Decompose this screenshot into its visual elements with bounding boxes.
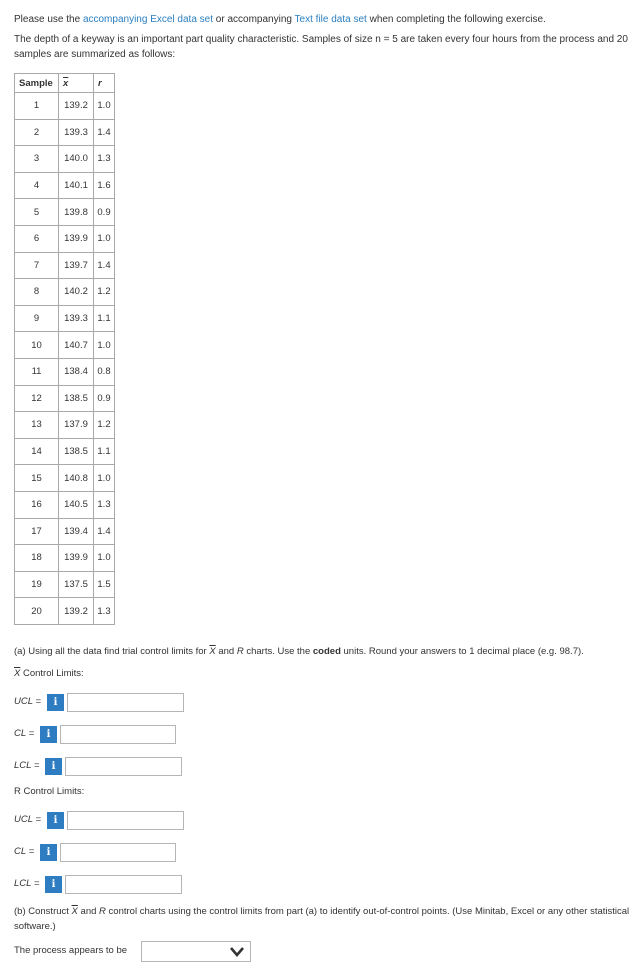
r-cell: 0.9 xyxy=(94,199,115,226)
xbar-cell: 139.7 xyxy=(59,252,94,279)
sample-cell: 4 xyxy=(15,172,59,199)
part-b-question: (b) Construct $\overline{X}$ and R control charts using the control limits from part (a) to identify out-of-control points. (Use Minitab, Excel or any other statistical software.) xyxy=(14,906,630,932)
r-lcl-label: LCL = xyxy=(14,878,40,889)
sample-cell: 19 xyxy=(15,571,59,598)
table-row xyxy=(15,438,115,465)
sample-cell: 16 xyxy=(15,491,59,518)
sample-cell: 7 xyxy=(15,252,59,279)
table-header xyxy=(15,74,115,93)
chevron-down-icon xyxy=(230,947,244,957)
r-cell: 1.0 xyxy=(94,332,115,359)
table-row xyxy=(15,545,115,572)
table-row xyxy=(15,146,115,173)
sample-cell: 15 xyxy=(15,465,59,492)
r-cell: 0.8 xyxy=(94,358,115,385)
r-cell: 1.0 xyxy=(94,225,115,252)
r-cell: 1.1 xyxy=(94,305,115,332)
instructions xyxy=(14,12,636,67)
table-row xyxy=(15,305,115,332)
sample-cell: 11 xyxy=(15,358,59,385)
xbar-cell: 140.2 xyxy=(59,279,94,306)
xbar-cell: 139.9 xyxy=(59,225,94,252)
xbar-cl-input[interactable] xyxy=(60,725,176,744)
table-row xyxy=(15,571,115,598)
r-cl-input[interactable] xyxy=(60,843,176,862)
r-cell: 1.3 xyxy=(94,146,115,173)
sample-cell: 9 xyxy=(15,305,59,332)
xbar-cell: 139.3 xyxy=(59,119,94,146)
table-row xyxy=(15,358,115,385)
table-row xyxy=(15,465,115,492)
r-cell: 1.2 xyxy=(94,412,115,439)
xbar-cell: 138.4 xyxy=(59,358,94,385)
table-row xyxy=(15,93,115,120)
sample-cell: 10 xyxy=(15,332,59,359)
r-lcl-input[interactable] xyxy=(65,875,182,894)
xbar-lcl-label: LCL = xyxy=(14,760,40,771)
part-a-question: (a) Using all the data find trial control limits for $\overline{X}$ and R charts. Use the coded units. Round your answers to 1 decimal place (e.g. 98.7). xyxy=(14,646,584,657)
table-row xyxy=(15,385,115,412)
xbar-cell: 138.5 xyxy=(59,438,94,465)
r-cell: 1.0 xyxy=(94,545,115,572)
sample-table xyxy=(14,73,115,625)
xbar-lcl-info-icon[interactable]: i xyxy=(45,758,62,775)
xbar-cell: 140.1 xyxy=(59,172,94,199)
r-cell: 1.4 xyxy=(94,119,115,146)
xbar-cell: 140.0 xyxy=(59,146,94,173)
excel-data-link[interactable]: accompanying Excel data set xyxy=(82,14,214,25)
xbar-cell: 139.9 xyxy=(59,545,94,572)
sample-cell: 13 xyxy=(15,412,59,439)
table-row xyxy=(15,225,115,252)
r-cell: 1.1 xyxy=(94,438,115,465)
r-cell: 1.0 xyxy=(94,465,115,492)
r-cell: 1.2 xyxy=(94,279,115,306)
header-xbar: $\overline{x}$ xyxy=(59,74,94,93)
r-cl-info-icon[interactable]: i xyxy=(40,844,57,861)
table-row xyxy=(15,491,115,518)
intro-line: Please use the accompanying Excel data set or accompanying Text file data set when completing the following exercise. xyxy=(14,14,546,25)
process-state-select[interactable] xyxy=(141,941,251,962)
xbar-cell: 140.8 xyxy=(59,465,94,492)
table-row xyxy=(15,252,115,279)
xbar-ucl-label: UCL = xyxy=(14,696,42,707)
r-cell: 0.9 xyxy=(94,385,115,412)
sample-cell: 8 xyxy=(15,279,59,306)
xbar-ucl-input[interactable] xyxy=(67,693,184,712)
sample-cell: 14 xyxy=(15,438,59,465)
xbar-cell: 137.5 xyxy=(59,571,94,598)
xbar-cell: 139.8 xyxy=(59,199,94,226)
xbar-cell: 138.5 xyxy=(59,385,94,412)
xbar-cell: 140.7 xyxy=(59,332,94,359)
table-row xyxy=(15,412,115,439)
sample-cell: 20 xyxy=(15,598,59,625)
xbar-ucl-info-icon[interactable]: i xyxy=(47,694,64,711)
xbar-cell: 139.4 xyxy=(59,518,94,545)
r-cell: 1.5 xyxy=(94,571,115,598)
table-row xyxy=(15,598,115,625)
r-cell: 1.0 xyxy=(94,93,115,120)
text-data-link[interactable]: Text file data set xyxy=(294,14,367,25)
xbar-lcl-input[interactable] xyxy=(65,757,182,776)
r-cell: 1.4 xyxy=(94,252,115,279)
xbar-cl-label: CL = xyxy=(14,728,35,739)
table-row xyxy=(15,279,115,306)
r-lcl-info-icon[interactable]: i xyxy=(45,876,62,893)
r-ucl-info-icon[interactable]: i xyxy=(47,812,64,829)
sample-cell: 6 xyxy=(15,225,59,252)
sample-cell: 12 xyxy=(15,385,59,412)
r-ucl-label: UCL = xyxy=(14,814,42,825)
xbar-limits-heading: $\overline{X}$ Control Limits: xyxy=(14,668,84,679)
r-cl-label: CL = xyxy=(14,846,35,857)
header-sample: Sample xyxy=(15,74,59,93)
table-row xyxy=(15,199,115,226)
xbar-cell: 139.2 xyxy=(59,598,94,625)
table-row xyxy=(15,119,115,146)
r-cell: 1.4 xyxy=(94,518,115,545)
sample-cell: 3 xyxy=(15,146,59,173)
r-cell: 1.3 xyxy=(94,491,115,518)
problem-statement: The depth of a keyway is an important part quality characteristic. Samples of size n = 5 are taken every four hours from the process and 20 samples are summarized as follows: xyxy=(14,34,628,60)
table-row xyxy=(15,332,115,359)
sample-cell: 17 xyxy=(15,518,59,545)
sample-cell: 18 xyxy=(15,545,59,572)
process-label: The process appears to be xyxy=(14,945,128,956)
sample-cell: 5 xyxy=(15,199,59,226)
xbar-cell: 140.5 xyxy=(59,491,94,518)
sample-cell: 2 xyxy=(15,119,59,146)
xbar-cell: 139.2 xyxy=(59,93,94,120)
r-ucl-input[interactable] xyxy=(67,811,184,830)
table-row xyxy=(15,518,115,545)
header-r: r xyxy=(94,74,115,93)
table-row xyxy=(15,172,115,199)
sample-cell: 1 xyxy=(15,93,59,120)
r-limits-heading: R Control Limits: xyxy=(14,786,85,797)
xbar-cell: 137.9 xyxy=(59,412,94,439)
xbar-cl-info-icon[interactable]: i xyxy=(40,726,57,743)
xbar-cell: 139.3 xyxy=(59,305,94,332)
r-cell: 1.6 xyxy=(94,172,115,199)
r-cell: 1.3 xyxy=(94,598,115,625)
